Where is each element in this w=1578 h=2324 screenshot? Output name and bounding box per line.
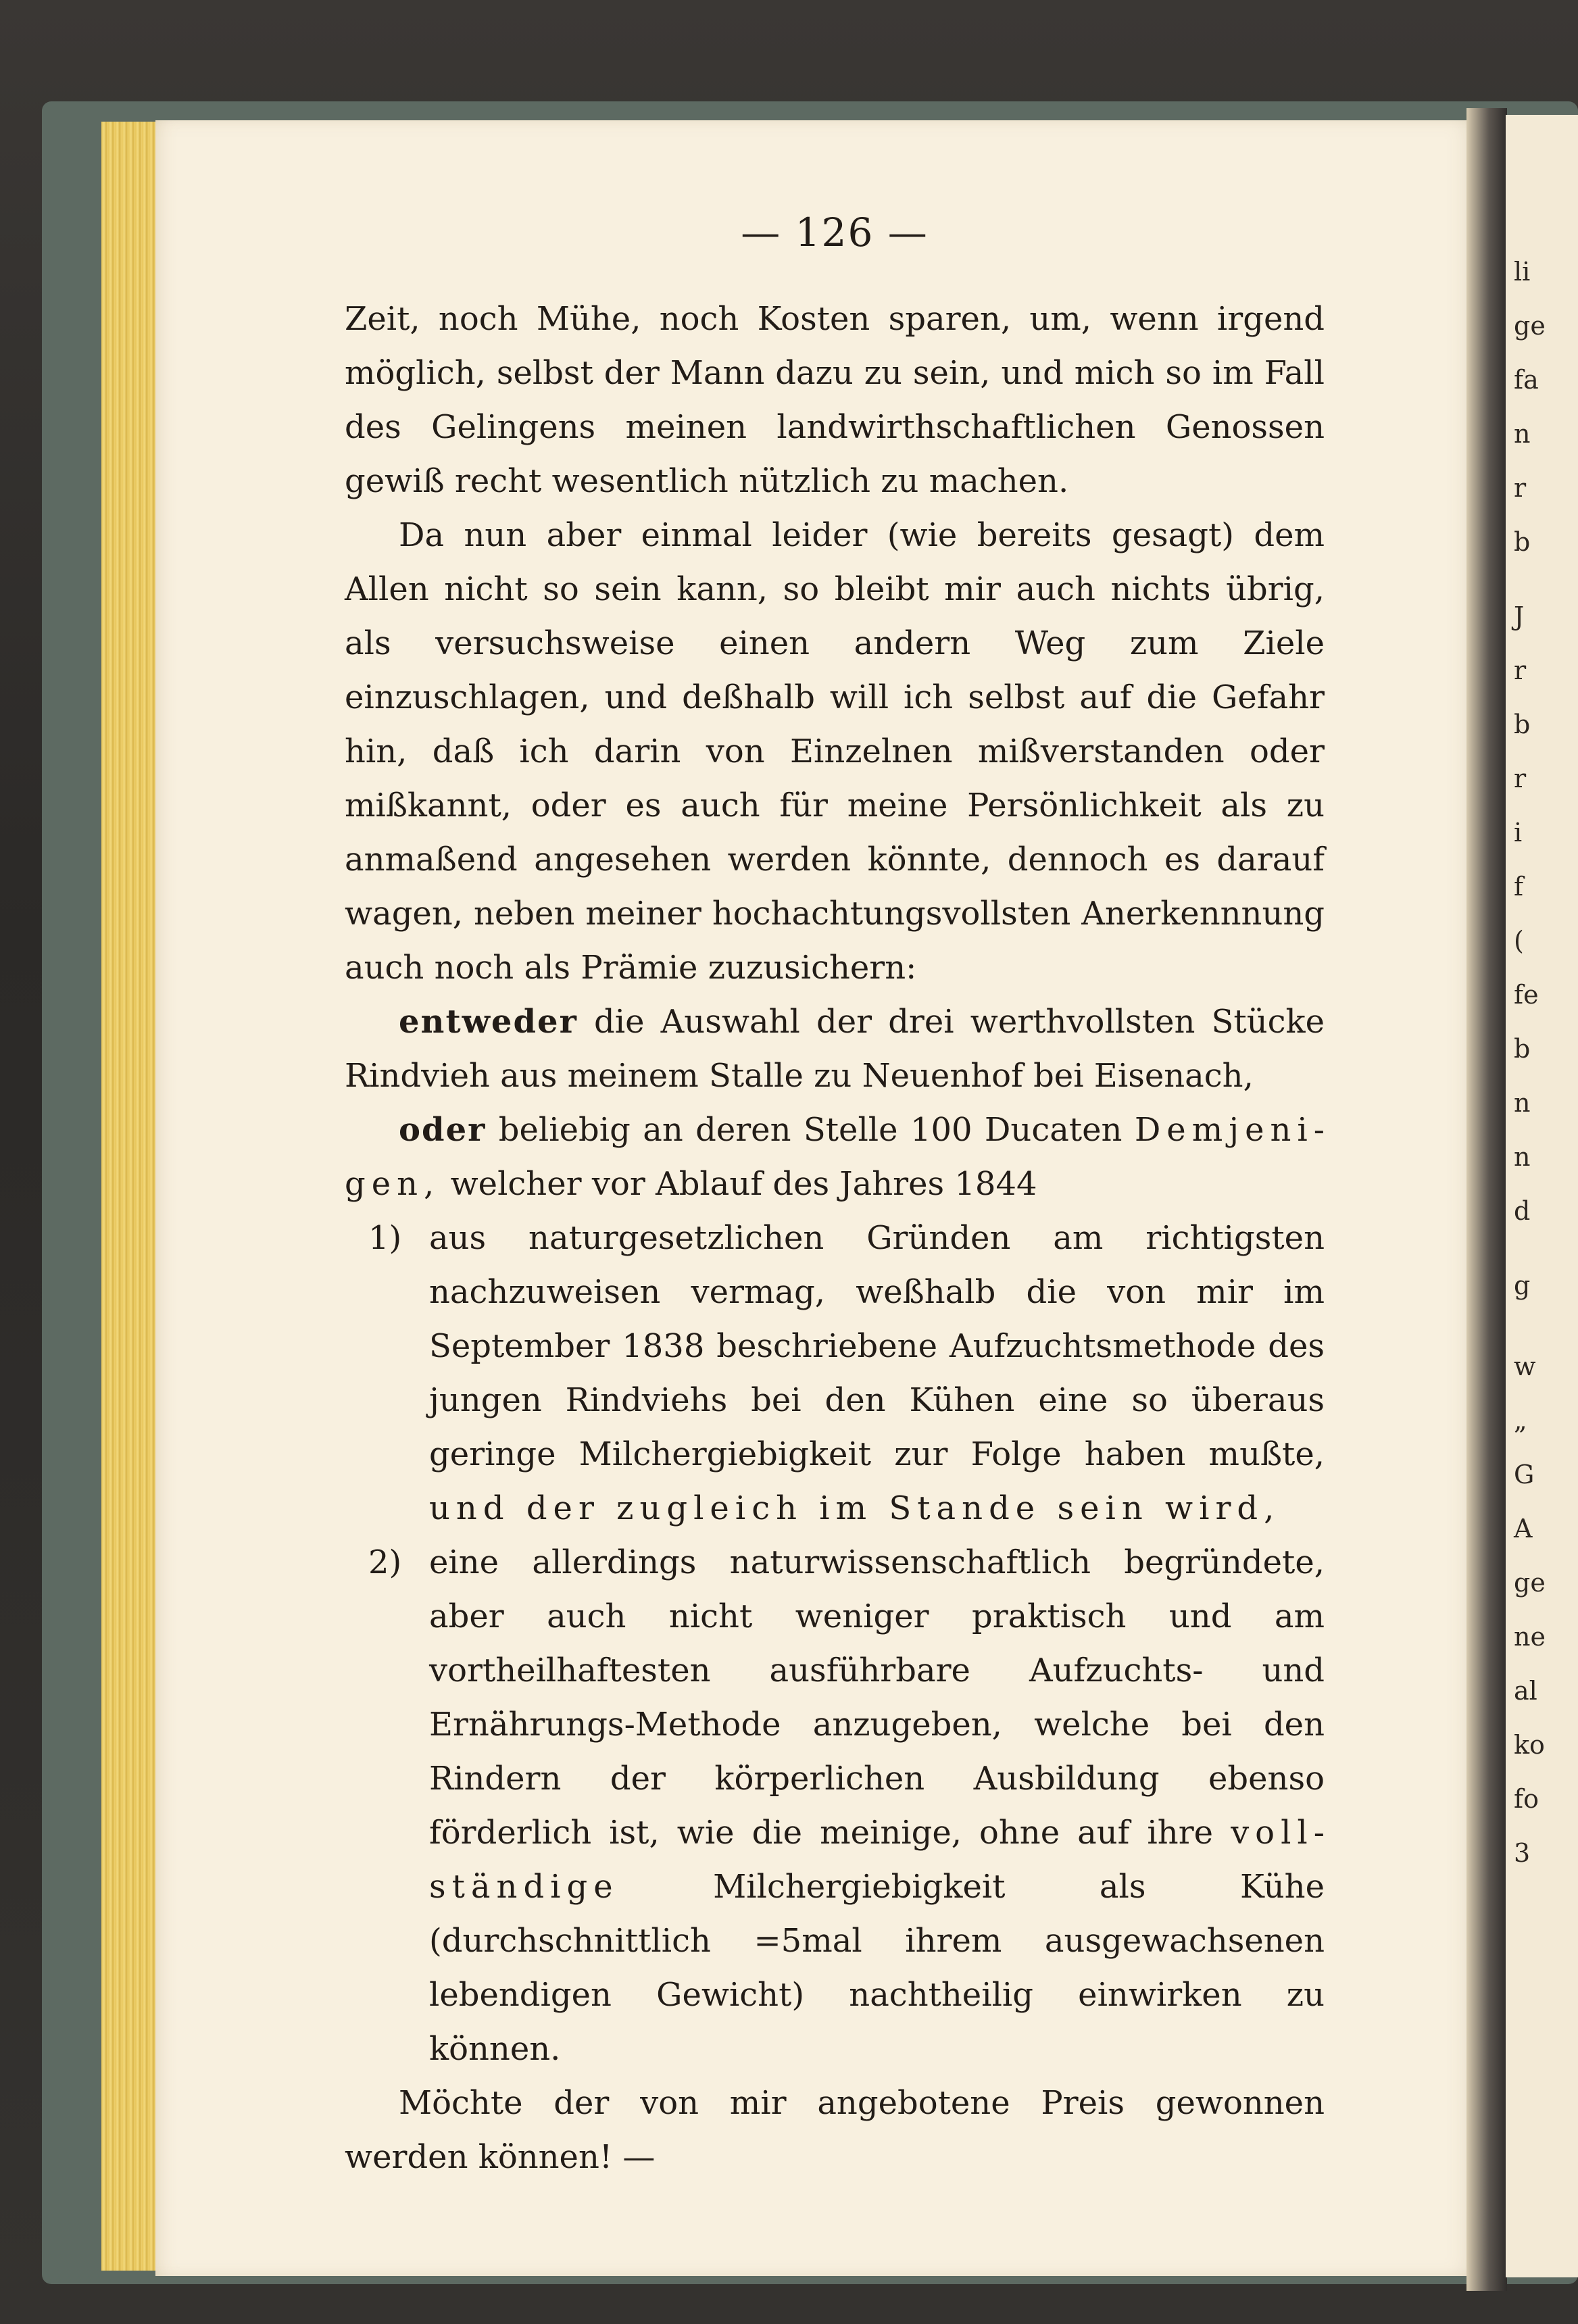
or-word: oder <box>399 1111 487 1149</box>
facing-page-fragment: g <box>1514 1270 1531 1300</box>
facing-page-fragment: li <box>1514 257 1531 287</box>
item-text: aus naturgesetzlichen Gründen am richtigsten nachzuweisen vermag, weßhalb die von mir im September 1838 beschriebene Aufzuchtsmethode des jungen Rindviehs bei den Kühen eine so überaus geringe Milchergiebigkeit zur Folge haben mußte, <box>429 1219 1325 1473</box>
emphasized-recipient: Demjenigen, <box>345 1111 1325 1203</box>
facing-page-fragment: fe <box>1514 980 1539 1010</box>
facing-page-fragment: ko <box>1514 1730 1545 1760</box>
facing-page-fragment: J <box>1514 601 1525 631</box>
facing-page-fragment: G <box>1514 1460 1535 1489</box>
facing-page-fragment: fa <box>1514 365 1539 395</box>
facing-page-fragment: 3 <box>1514 1838 1531 1868</box>
or-text-end: welcher vor Ablauf des Jahres 1844 <box>440 1165 1037 1203</box>
either-text: die Auswahl der drei werthvollsten Stücke Rindvieh aus meinem Stalle zu Neuenhof bei Eisenach, <box>345 1003 1325 1095</box>
facing-page-fragment: n <box>1514 1142 1531 1172</box>
item-number: 2) <box>368 1543 402 1581</box>
item-number: 1) <box>368 1219 402 1257</box>
page-text-block <box>345 209 1325 2184</box>
facing-page-fragment: w <box>1514 1352 1536 1381</box>
or-text: beliebig an deren Stelle 100 Ducaten <box>486 1111 1135 1149</box>
either-word: entweder <box>399 1003 578 1041</box>
item-emphasis: und der zugleich im Stande sein wird, <box>429 1489 1281 1527</box>
facing-page-fragment: ( <box>1514 926 1524 956</box>
facing-page-fragment: ge <box>1514 1568 1546 1598</box>
facing-page-fragment: fo <box>1514 1784 1539 1814</box>
facing-page-fragment: r <box>1514 764 1527 793</box>
book-gutter <box>1466 108 1507 2291</box>
paragraph-1: Zeit, noch Mühe, noch Kosten sparen, um, wenn irgend möglich, selbst der Mann dazu zu sein, und mich so im Fall des Gelingens meinen landwirthschaftlichen Genossen gewiß recht wesentlich nützlich zu machen. <box>345 300 1325 500</box>
list-item <box>345 1535 1325 2076</box>
facing-page-fragment: al <box>1514 1676 1537 1706</box>
closing-paragraph: Möchte der von mir angebotene Preis gewonnen werden können! — <box>345 2084 1325 2176</box>
facing-page-fragment: A <box>1514 1514 1533 1543</box>
facing-page-fragment: f <box>1514 872 1524 901</box>
facing-page-fragment: n <box>1514 1088 1531 1118</box>
facing-page-fragment: ne <box>1514 1622 1546 1652</box>
facing-page-fragment: r <box>1514 473 1527 503</box>
paragraph-2: Da nun aber einmal leider (wie bereits gesagt) dem Allen nicht so sein kann, so bleibt mir auch nichts übrig, als versuchsweise einen andern Weg zum Ziele einzuschlagen, und deßhalb will ich selbst auf die Gefahr hin, daß ich darin von Einzelnen mißverstanden oder mißkannt, oder es auch für meine Persönlichkeit als zu anmaßend angesehen werden könnte, dennoch es darauf wagen, neben meiner hochachtungsvollsten Anerkennnung auch noch als Prämie zuzusichern: <box>345 516 1325 987</box>
facing-page-fragment: n <box>1514 419 1531 449</box>
facing-page-fragment: b <box>1514 527 1531 557</box>
list-item <box>345 1211 1325 1535</box>
page-number: — 126 — <box>741 209 929 255</box>
facing-page-fragment: r <box>1514 656 1527 685</box>
item-text-end: Milchergiebigkeit als Kühe (durchschnittlich =5mal ihrem ausgewachsenen lebendigen Gewicht) nachtheilig einwirken zu können. <box>429 1868 1325 2068</box>
item-emphasis: vollständige <box>429 1814 1325 1906</box>
facing-page-fragment: b <box>1514 710 1531 739</box>
facing-page-fragment: „ <box>1514 1406 1527 1435</box>
facing-page-fragment: d <box>1514 1196 1531 1226</box>
facing-page <box>1506 115 1578 2277</box>
facing-page-fragment: i <box>1514 818 1523 847</box>
facing-page-fragment: ge <box>1514 311 1546 341</box>
facing-page-fragment: b <box>1514 1034 1531 1064</box>
item-text: eine allerdings naturwissenschaftlich begründete, aber auch nicht weniger praktisch und am vortheilhaftesten ausführbare Aufzuchts- und Ernährungs-Methode anzugeben, welche bei den Rindern der körperlichen Ausbildung ebenso förderlich ist, wie die meinige, ohne auf ihre <box>429 1543 1325 1852</box>
offer-paragraph <box>345 995 1325 1103</box>
or-paragraph <box>345 1103 1325 1211</box>
